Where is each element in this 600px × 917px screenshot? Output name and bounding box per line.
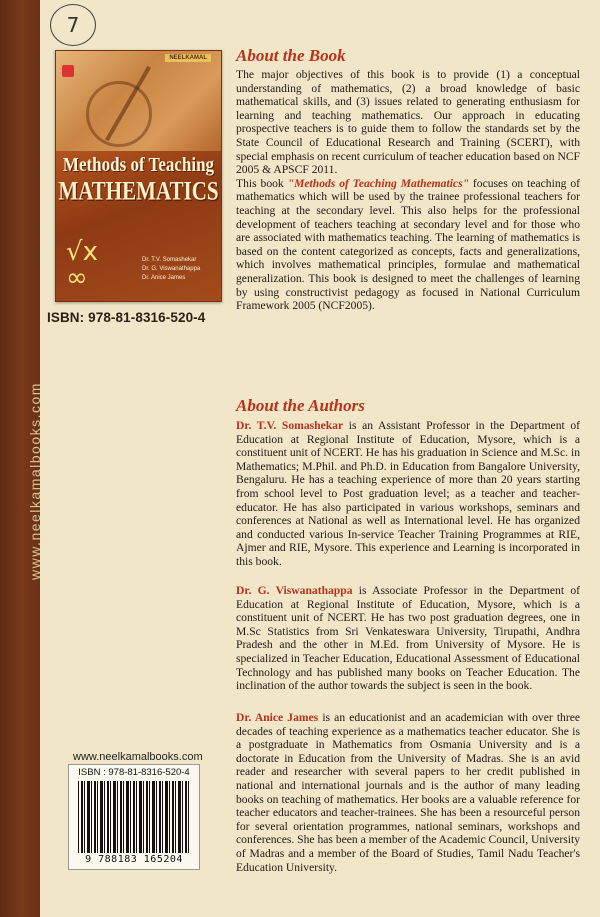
author-name: Dr. T.V. Somashekar: [236, 419, 344, 432]
author-bio-3: [236, 711, 580, 874]
author-name: Dr. G. Viswanathappa: [236, 584, 353, 597]
cover-author: Dr. G. Viswanathappa: [142, 266, 201, 272]
math-doodle: √x ∞: [66, 237, 98, 293]
about-book-paragraph: The major objectives of this book is to provide (1) a conceptual understanding of mathematics, (2) a broad knowledge of basic mathematical skills, and (3) issues related to generating enthusiasm for learning and teaching mathematics. Our approach in educating prospective teachers is to guide them to follow the standards set by the State Council of Educational Research and Training (SCERT), with special emphasis on recent curriculum of teacher education based on NCF 2005 & APSCF 2011.: [236, 68, 580, 177]
author-bio-1: [236, 419, 580, 569]
author-bio-text: is Associate Professor in the Department of Education at Regional Institute of Education, Mysore, which is a constituent unit of NCERT. He has two post graduation degrees, one in M.Sc Statistics from Sri Venkateswara University, Tirupathi, Andhra Pradesh and the other in M.Ed. from University of Mysore. He is specialized in Teacher Education, Educational Assessment of Educational Technology and has published many books on Teacher Education. The inclination of the author towards the subject is seen in the book.: [236, 584, 580, 693]
book-spine: [0, 0, 43, 917]
text-span: focuses on teaching of mathematics which will be used by the trainee professional teachers for teaching at the secondary level. This also helps for the professional development of teachers teaching at secondary level and for those who are associated with mathematics teaching. The learning of mathematics is based on the content categorized as concepts, facts and generalizations, which involves mathematical principles, formulae and mathematical generalization. This book is designed to meet the challenges of learning by using constructivist pedagogy as focused in National Curriculum Framework 2005 (NCF2005).: [236, 176, 580, 313]
cover-brand: NEELKAMAL: [165, 54, 211, 62]
about-authors-heading: About the Authors: [236, 396, 365, 415]
about-book-paragraph: [236, 177, 580, 313]
book-cover-thumbnail: [55, 50, 222, 302]
barcode-isbn: ISBN : 978-81-8316-520-4: [78, 767, 190, 778]
about-book-body: [236, 68, 580, 313]
isbn-label: ISBN: 978-81-8316-520-4: [47, 310, 206, 325]
author-bio-text: is an educationist and an academician with over three decades of teaching experience as a mathematics teacher educator. She is a postgraduate in Mathematics from Osmania University and is a doctorate in Education from the University of Madras. She is an avid reader and researcher with several papers to her credit published in national and international journals and is the author of many leading books on teaching of mathematics. Her books are a valuable reference for teacher educators and teacher-trainees. She has been a resourceful person for several orientation programmes, national seminars, workshops and conferences. She has been a member of the Academic Council, University of Madras and a member of the Board of Studies, Tamil Nadu Teacher's Education University.: [236, 711, 580, 874]
cover-author: Dr. T.V. Somashekar: [142, 257, 197, 263]
author-bio-2: [236, 584, 580, 693]
barcode-number: 9 788183 165204: [85, 854, 183, 865]
spine-url: www.neelkamalbooks.com: [27, 382, 43, 580]
publisher-website: www.neelkamalbooks.com: [73, 751, 203, 763]
about-book-heading: About the Book: [236, 46, 346, 65]
author-name: Dr. Anice James: [236, 711, 319, 724]
text-span: This book: [236, 176, 288, 190]
cover-title-line2: MATHEMATICS: [58, 175, 219, 206]
cover-authors: [142, 256, 200, 283]
cover-photo: [56, 51, 221, 151]
book-title-inline: "Methods of Teaching Mathematics": [287, 176, 470, 190]
cover-title-line1: Methods of Teaching: [62, 153, 215, 176]
publisher-logo-icon: [62, 65, 74, 77]
author-bio-text: is an Assistant Professor in the Department of Education at Regional Institute of Education, Mysore, which is a constituent unit of NCERT. He has his graduation in Science and M.Sc. in Mathematics; M.Phil. and Ph.D. in Education from Bangalore University, Bengaluru. He has a teaching experience of more than 20 years starting from school level to Post graduation level; as a teacher and teacher-educator. He has also participated in various workshops, seminars and conferences at National as well as International level. He has organized and conducted various In-service Teacher Training Programmes at RIE, Ajmer and RIE, Mysore. This experience and Learning is incorporated in this book.: [236, 419, 580, 568]
cover-author: Dr. Anice James: [142, 275, 186, 281]
barcode-bars: [78, 781, 190, 853]
barcode: [68, 764, 200, 870]
handwritten-page-mark: 7: [50, 4, 96, 46]
